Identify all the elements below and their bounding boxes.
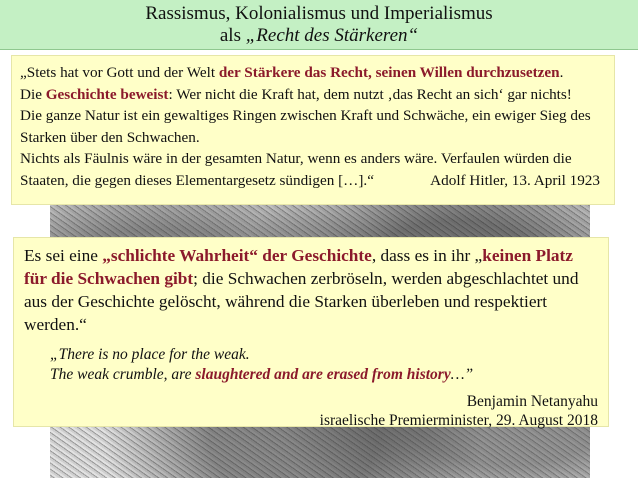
quote2-english-line1: „There is no place for the weak. — [50, 346, 250, 363]
hitler-quote-box — [12, 56, 614, 204]
quote1-text: . — [559, 64, 564, 81]
quote1-attribution: Adolf Hitler, 13. April 1923 — [430, 171, 600, 189]
quote2-english-text: The weak crumble, are — [50, 366, 196, 383]
quote1-text: „Stets hat vor Gott und der Welt — [20, 64, 219, 81]
quote1-highlight: Geschichte beweist — [45, 85, 169, 103]
slide-title — [0, 0, 638, 50]
quote2-german — [24, 244, 598, 336]
quote2-text: , dass es in ihr „ — [371, 246, 483, 265]
quote2-text: ; die Schwachen zerbröseln, werden abgeschlachtet und aus der Geschichte gelöscht, während die Starken überleben und respektiert werden.“ — [24, 269, 579, 334]
title-line-2-italic: „Recht des Stärkeren“ — [245, 25, 419, 46]
quote2-text: Es sei eine — [24, 246, 103, 265]
quote2-english-line2 — [50, 365, 598, 385]
quote2-highlight: „schlichte Wahrheit“ der Geschichte — [102, 246, 372, 265]
quote1-para1 — [20, 62, 606, 84]
quote2-highlight: keinen Platz für die Schwachen gibt — [24, 246, 573, 288]
quote1-text: Die — [20, 85, 46, 103]
quote1-para4: Nichts als Fäulnis wäre in der gesamten Natur, wenn es anders wäre. Verfaulen würden die Staaten, die gegen dieses Elementargesetz sündigen […].“ — [20, 150, 572, 189]
quote2-attribution — [24, 392, 598, 430]
title-line-1: Rassismus, Kolonialismus und Imperialismus — [145, 3, 493, 24]
quote2-attribution-name: Benjamin Netanyahu — [466, 393, 598, 410]
quote1-text: : Wer nicht die Kraft hat, dem nutzt ‚das Recht an sich‘ gar nichts! — [168, 85, 572, 103]
quote2-english-highlight: slaughtered and are erased from history — [195, 366, 451, 383]
quote1-para3: Die ganze Natur ist ein gewaltiges Ringen zwischen Kraft und Schwäche, ein ewiger Sieg des Starken über den Schwachen. — [20, 107, 591, 146]
quote2-english — [50, 345, 598, 385]
quote1-highlight: der Stärkere das Recht, seinen Willen durchzusetzen — [218, 64, 560, 81]
quote2-english-text: …” — [450, 366, 474, 383]
netanyahu-quote-box — [14, 238, 608, 429]
quote1-para2 — [20, 84, 606, 106]
quote2-attribution-role: israelische Premierminister, 29. August 2018 — [319, 412, 598, 429]
title-line-2 — [0, 25, 638, 47]
title-line-2-prefix: als — [219, 25, 246, 46]
